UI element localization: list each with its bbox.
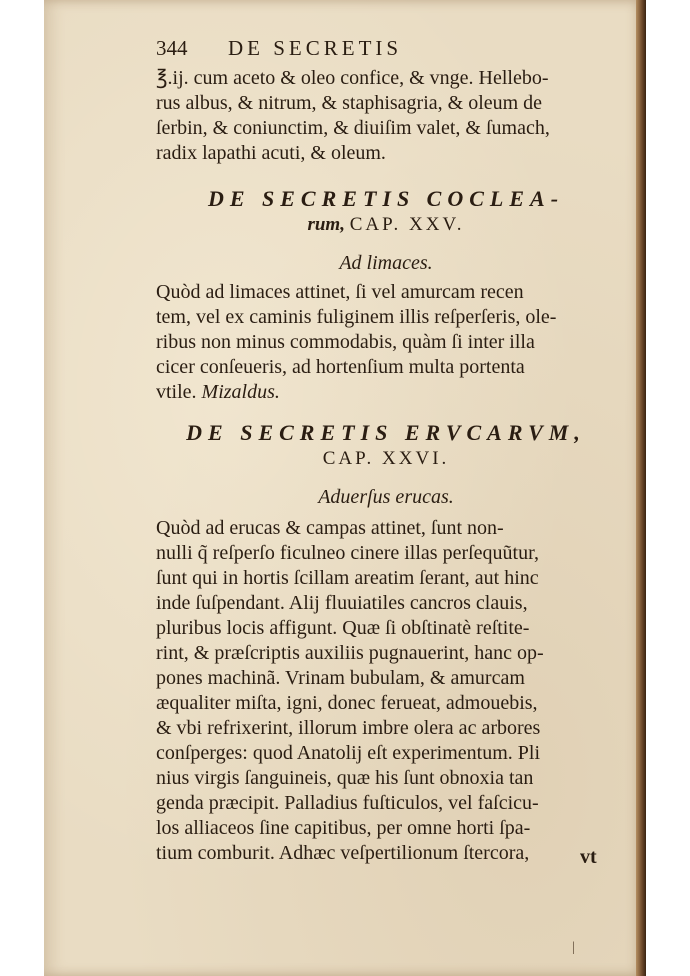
ch26-line-14: tium comburit. Adhæc veſpertilionum ſtercora, bbox=[156, 842, 530, 864]
chapter-25-number: CAP. XXV. bbox=[349, 214, 465, 235]
ch25-line-2: tem, vel ex caminis fuliginem illis reſperſeris, ole- bbox=[156, 306, 557, 328]
margin-mark: | bbox=[572, 940, 575, 955]
intro-line-2: rus albus, & nitrum, & staphisagria, & oleum de bbox=[156, 92, 543, 114]
chapter-25-subheading bbox=[156, 214, 616, 236]
chapter-26-number: CAP. XXVI. bbox=[322, 448, 450, 469]
ch26-line-12: genda præcipit. Palladius fuſticulos, vel faſcicu- bbox=[156, 792, 539, 814]
running-head: DE SECRETIS bbox=[228, 36, 403, 60]
ch26-line-4: inde ſuſpendant. Alij fluuiatiles cancros clauis, bbox=[156, 592, 528, 614]
ch26-line-7: pones machinã. Vrinam bubulam, & amurcam bbox=[156, 667, 525, 689]
ch26-line-1: Quòd ad erucas & campas attinet, ſunt non- bbox=[156, 517, 504, 539]
ch26-line-11: nius virgis ſanguineis, quæ his ſunt obnoxia tan bbox=[156, 767, 534, 789]
section-title-limaces: Ad limaces. bbox=[339, 252, 433, 274]
page-gutter-shadow bbox=[636, 0, 646, 976]
ch25-line-5-text: vtile. bbox=[156, 381, 197, 403]
chapter-25-heading-end: rum, bbox=[307, 214, 345, 235]
catchword: vt bbox=[580, 846, 597, 868]
ch25-line-5 bbox=[156, 380, 616, 404]
ch26-line-8: æqualiter miſta, igni, donec ferueat, admouebis, bbox=[156, 692, 538, 714]
ch26-line-13: los alliaceos ſine capitibus, per omne horti ſpa- bbox=[156, 817, 531, 839]
intro-line-1: ℥.ij. cum aceto & oleo confice, & vnge. Hellebo- bbox=[156, 67, 549, 89]
ch26-line-10: conſperges: quod Anatolij eſt experimentum. Pli bbox=[156, 742, 541, 764]
ch26-line-2: nulli q̃ reſperſo ficulneo cinere illas perſequũtur, bbox=[156, 542, 539, 564]
intro-line-3: ſerbin, & coniunctim, & diuiſim valet, & ſumach, bbox=[156, 117, 550, 139]
author-attribution: Mizaldus. bbox=[201, 381, 280, 403]
ch25-line-4: cicer conſeueris, ad hortenſium multa portenta bbox=[156, 356, 525, 378]
ch26-line-3: ſunt qui in hortis ſcillam areatim ſerant, aut hinc bbox=[156, 567, 539, 589]
ch25-line-1: Quòd ad limaces attinet, ſi vel amurcam recen bbox=[156, 281, 524, 303]
ch26-line-6: rint, & præſcriptis auxiliis pugnauerint, hanc op- bbox=[156, 642, 544, 664]
chapter-25-heading: DE SECRETIS COCLEA- bbox=[207, 186, 565, 211]
page-header bbox=[156, 36, 496, 68]
chapter-26-subheading bbox=[156, 448, 616, 470]
section-title-erucas: Aduerſus erucas. bbox=[318, 486, 454, 508]
ch26-line-5: pluribus locis affigunt. Quæ ſi obſtinatè reſtite- bbox=[156, 617, 530, 639]
ch26-line-9: & vbi refrixerint, illorum imbre olera ac arbores bbox=[156, 717, 541, 739]
ch25-line-3: ribus non minus commodabis, quàm ſi inter illa bbox=[156, 331, 535, 353]
page-number: 344 bbox=[156, 36, 188, 60]
intro-line-4: radix lapathi acuti, & oleum. bbox=[156, 142, 386, 164]
chapter-26-heading: DE SECRETIS ERVCARVM, bbox=[186, 420, 586, 445]
